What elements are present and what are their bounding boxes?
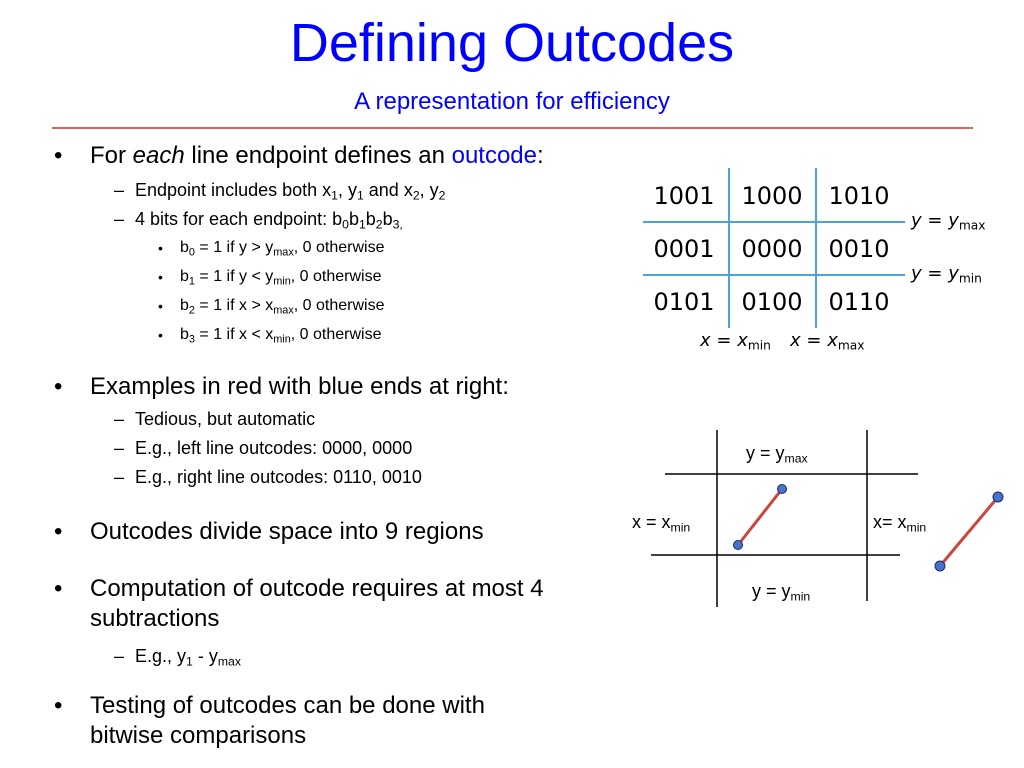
sub-bullet-four-bits: 4 bits for each endpoint: $b_0b_1b_2b_{3,}$	[135, 209, 403, 232]
label-x-equals-xmin: $x = x_{min}$	[700, 330, 771, 353]
bullet-marker: •	[54, 142, 63, 169]
sub-bullet-subtraction-example: E.g., $y_1 - y_{max}$	[135, 646, 241, 669]
left-line-end-endpoint	[778, 485, 787, 494]
outcode-cell: 0100	[741, 288, 803, 316]
outcode-cell: 1000	[741, 182, 803, 210]
example-label-ymax: $y = y_{max}$	[746, 443, 808, 466]
bullet-bitwise-line1: Testing of outcodes can be done with	[90, 692, 485, 719]
outcode-cell: 0010	[828, 235, 890, 263]
bit-rule-b2: $b_2 = 1$ if $x > x_{max}$, 0 otherwise	[180, 297, 385, 317]
dash-marker: –	[114, 209, 125, 229]
bullet-marker: •	[54, 692, 63, 719]
bullet-marker: •	[158, 269, 163, 285]
bullet-marker: •	[158, 298, 163, 314]
right-line-start-endpoint	[935, 561, 945, 571]
sub-bullet-endpoint: Endpoint includes both $x_1$, $y_1$ and $x_2$, $y_2$	[135, 180, 446, 203]
label-y-equals-ymin: $y = y_{min}$	[911, 263, 982, 286]
outcode-cell: 0101	[653, 288, 715, 316]
dash-marker: –	[114, 467, 125, 487]
outcode-cell: 0001	[653, 235, 715, 263]
slide-subtitle: A representation for efficiency	[354, 88, 670, 115]
right-line-end-endpoint	[993, 492, 1003, 502]
bullet-examples: Examples in red with blue ends at right:	[90, 373, 509, 400]
left-line-start-endpoint	[734, 541, 743, 550]
bullet-computation-line2: subtractions	[90, 605, 220, 632]
sub-bullet-tedious: Tedious, but automatic	[135, 409, 316, 429]
bit-rule-b3: $b_3 = 1$ if $x < x_{min}$, 0 otherwise	[180, 326, 382, 346]
dash-marker: –	[114, 438, 125, 458]
bullet-marker: •	[158, 240, 163, 256]
bullet-marker: •	[158, 327, 163, 343]
label-x-equals-xmax: $x = x_{max}$	[790, 330, 865, 353]
outcode-cell: 0110	[828, 288, 890, 316]
bit-rule-b1: $b_1 = 1$ if $y < y_{min}$, 0 otherwise	[180, 268, 382, 288]
outcode-cell: 1001	[653, 182, 715, 210]
example-label-ymin: $y = y_{min}$	[752, 581, 811, 604]
example-label-xright: $x= x_{min}$	[873, 512, 927, 535]
bullet-marker: •	[54, 518, 63, 545]
bullet-marker: •	[54, 575, 63, 602]
bullet-nine-regions: Outcodes divide space into 9 regions	[90, 518, 484, 545]
sub-bullet-right-line: E.g., right line outcodes: 0110, 0010	[135, 467, 422, 487]
bullet-bitwise-line2: bitwise comparisons	[90, 722, 307, 749]
slide-title: Defining Outcodes	[289, 13, 735, 73]
dash-marker: –	[114, 409, 125, 429]
dash-marker: –	[114, 646, 125, 666]
label-y-equals-ymax: $y = y_{max}$	[911, 210, 986, 233]
left-example-line	[738, 489, 782, 545]
outcode-cell: 1010	[828, 182, 890, 210]
bullet-computation-line1: Computation of outcode requires at most 4	[90, 575, 544, 602]
bullet-outcode-definition: For each line endpoint defines an outcode:	[90, 142, 544, 169]
bit-rule-b0: $b_0 = 1$ if $y > y_{max}$, 0 otherwise	[180, 239, 385, 259]
dash-marker: –	[114, 180, 125, 200]
sub-bullet-left-line: E.g., left line outcodes: 0000, 0000	[135, 438, 413, 458]
right-example-line	[940, 497, 998, 566]
outcode-cell: 0000	[741, 235, 803, 263]
bullet-marker: •	[54, 373, 63, 400]
example-label-xmin: $x = x_{min}$	[632, 512, 691, 535]
